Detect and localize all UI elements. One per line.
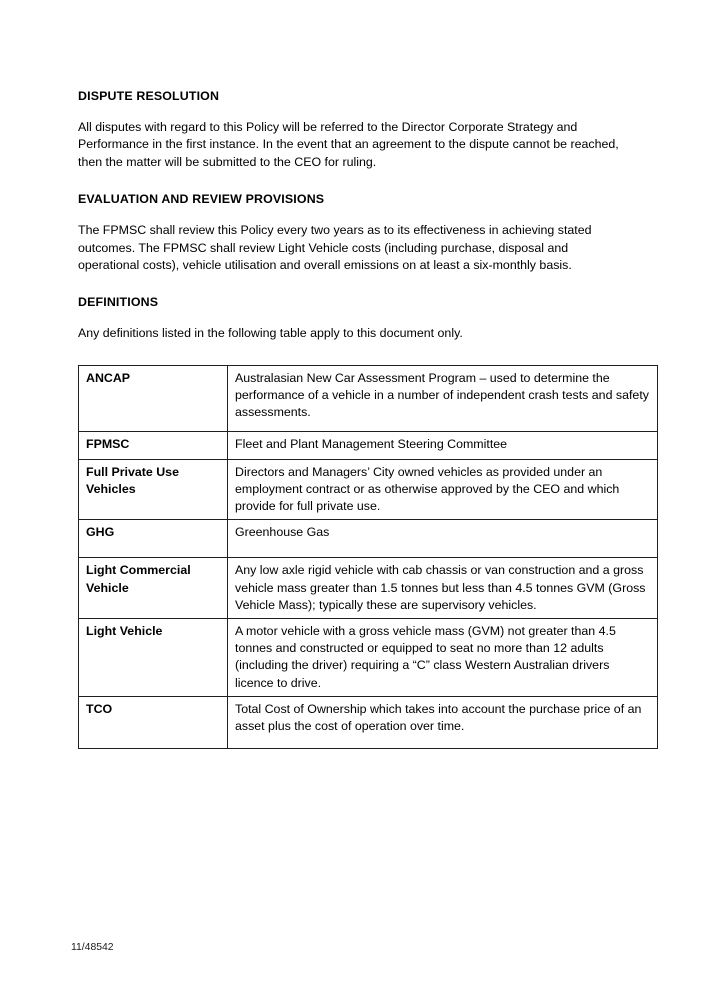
section-paragraph-dispute-resolution: All disputes with regard to this Policy will be referred to the Director Corporate Strategy and Performance in the first instance. In the event that an agreement to the dispute cannot be reached, then the matter will be submitted to the CEO for ruling.	[78, 120, 619, 169]
definition-term: Light Commercial Vehicle	[79, 558, 228, 619]
definition-description: Greenhouse Gas	[228, 520, 658, 558]
table-row	[79, 619, 658, 697]
definition-term: GHG	[79, 520, 228, 558]
definition-description: Australasian New Car Assessment Program – used to determine the performance of a vehicle in a number of independent crash tests and safety assessments.	[228, 365, 658, 431]
definition-description: Directors and Managers’ City owned vehicles as provided under an employment contract or as otherwise approved by the CEO and which provide for full private use.	[228, 459, 658, 520]
definitions-table	[78, 365, 658, 749]
table-row	[79, 696, 658, 748]
definition-term: Light Vehicle	[79, 619, 228, 697]
definitions-table-body	[79, 365, 658, 748]
definition-term: FPMSC	[79, 431, 228, 459]
table-row	[79, 558, 658, 619]
footer-reference: 11/48542	[71, 942, 114, 953]
section-paragraph-definitions: Any definitions listed in the following table apply to this document only.	[78, 326, 463, 341]
section-heading-definitions: DEFINITIONS	[78, 295, 159, 310]
document-body	[78, 88, 649, 749]
definition-term: TCO	[79, 696, 228, 748]
definition-description: Any low axle rigid vehicle with cab chassis or van construction and a gross vehicle mass greater than 1.5 tonnes but less than 4.5 tonnes GVM (Gross Vehicle Mass); typically these are supervisory vehicles.	[228, 558, 658, 619]
table-row	[79, 431, 658, 459]
table-row	[79, 365, 658, 431]
table-row	[79, 459, 658, 520]
definition-description: A motor vehicle with a gross vehicle mass (GVM) not greater than 4.5 tonnes and constructed or equipped to seat no more than 12 adults (including the driver) requiring a “C” class Western Australian drivers licence to drive.	[228, 619, 658, 697]
table-row	[79, 520, 658, 558]
definition-term: ANCAP	[79, 365, 228, 431]
section-heading-evaluation-and-review-provisions: EVALUATION AND REVIEW PROVISIONS	[78, 192, 325, 207]
definition-term: Full Private Use Vehicles	[79, 459, 228, 520]
definition-description: Fleet and Plant Management Steering Committee	[228, 431, 658, 459]
section-heading-dispute-resolution: DISPUTE RESOLUTION	[78, 89, 220, 103]
definition-description: Total Cost of Ownership which takes into account the purchase price of an asset plus the cost of operation over time.	[228, 696, 658, 748]
section-paragraph-evaluation-and-review-provisions: The FPMSC shall review this Policy every two years as to its effectiveness in achieving stated outcomes. The FPMSC shall review Light Vehicle costs (including purchase, disposal and operational costs), vehicle utilisation and overall emissions on at least a six-monthly basis.	[78, 223, 592, 273]
